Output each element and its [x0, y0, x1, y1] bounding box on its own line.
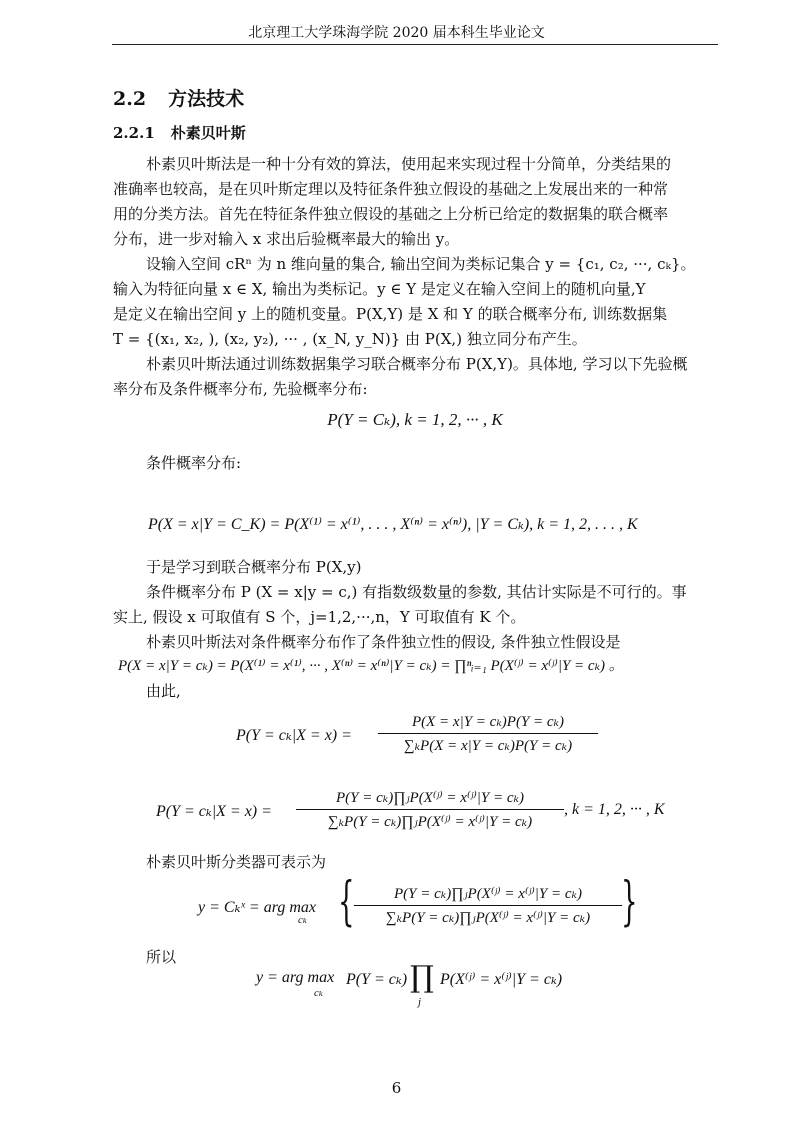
cls-denominator: ∑ₖP(Y = cₖ)∏ⱼP(X⁽ʲ⁾ = x⁽ʲ⁾|Y = cₖ)	[385, 910, 591, 926]
p2-line-1: 设输入空间 cRⁿ 为 n 维向量的集合, 输出空间为类标记集合 y = {c₁, c₂, ···, cₖ}。	[146, 255, 696, 273]
cls-right-brace: }	[621, 872, 638, 932]
cls-numerator: P(Y = cₖ)∏ⱼP(X⁽ʲ⁾ = x⁽ʲ⁾|Y = cₖ)	[393, 886, 583, 902]
joint-line: 于是学习到联合概率分布 P(X,y)	[146, 558, 362, 576]
final-prior: P(Y = cₖ)	[346, 971, 408, 988]
cls-left-brace: {	[338, 872, 355, 932]
p3-line-2: 率分布及条件概率分布, 先验概率分布:	[113, 380, 368, 398]
header-rule	[112, 44, 718, 45]
final-lhs: y = arg max	[256, 969, 335, 986]
p5-line-2: P(X = x|Y = cₖ) = P(X⁽¹⁾ = x⁽¹⁾, ··· , X⁽ⁿ⁾ = x⁽ⁿ⁾|Y = cₖ) = ∏ⁿᵢ₌₁ P(X⁽ʲ⁾ = x⁽ʲ⁾|Y = cₖ) 。	[118, 658, 624, 674]
final-product-symbol: ∏	[410, 960, 434, 995]
cls-fraction-bar	[354, 905, 622, 906]
conditional-label: 条件概率分布:	[146, 454, 242, 472]
bayes-lhs: P(Y = cₖ|X = x) =	[236, 727, 352, 744]
cls-lhs: y = Cₖˣ = arg max	[198, 899, 317, 916]
nb-fraction-bar	[296, 809, 564, 810]
nb-tail: , k = 1, 2, ··· , K	[564, 801, 665, 818]
cls-argmax-sub: cₖ	[298, 914, 307, 926]
so-label: 所以	[146, 948, 177, 966]
p5-line-1: 朴素贝叶斯法对条件概率分布作了条件独立性的假设, 条件独立性假设是	[146, 633, 621, 651]
nb-numerator: P(Y = cₖ)∏ⱼP(X⁽ʲ⁾ = x⁽ʲ⁾|Y = cₖ)	[335, 790, 525, 806]
p4-line-2: 实上, 假设 x 可取值有 S 个，j=1,2,···,n，Y 可取值有 K 个。	[113, 608, 526, 626]
p5-line-3: 由此,	[146, 682, 181, 700]
subsection-number: 2.2.1	[113, 124, 155, 142]
final-product-sub: j	[418, 996, 422, 1008]
p1-line-3: 用的分类方法。首先在特征条件独立假设的基础之上分析已给定的数据集的联合概率	[113, 205, 669, 223]
p1-line-1: 朴素贝叶斯法是一种十分有效的算法，使用起来实现过程十分简单，分类结果的	[146, 155, 672, 173]
equation-conditional: P(X = x|Y = C_K) = P(X⁽¹⁾ = x⁽¹⁾, . . . , X⁽ⁿ⁾ = x⁽ⁿ⁾), |Y = Cₖ), k = 1, 2, . . . , K	[148, 516, 638, 533]
final-rhs: P(X⁽ʲ⁾ = x⁽ʲ⁾|Y = cₖ)	[440, 971, 563, 988]
p1-line-2: 准确率也较高，是在贝叶斯定理以及特征条件独立假设的基础之上发展出来的一种常	[113, 180, 669, 198]
section-title: 方法技术	[168, 88, 245, 110]
final-argmax-sub: cₖ	[314, 987, 323, 999]
section-number: 2.2	[113, 88, 147, 110]
equation-prior: P(Y = Cₖ), k = 1, 2, ··· , K	[327, 410, 503, 429]
p2-line-2: 输入为特征向量 x ∈ X, 输出为类标记。y ∈ Y 是定义在输入空间上的随机向量,Y	[113, 280, 646, 298]
classifier-label: 朴素贝叶斯分类器可表示为	[146, 853, 327, 871]
p3-line-1: 朴素贝叶斯法通过训练数据集学习联合概率分布 P(X,Y)。具体地, 学习以下先验概	[146, 355, 688, 373]
bayes-fraction-bar	[378, 733, 598, 734]
running-header: 北京理工大学珠海学院 2020 届本科生毕业论文	[248, 25, 545, 41]
p2-line-3: 是定义在输出空间 y 上的随机变量。P(X,Y) 是 X 和 Y 的联合概率分布, 训练数据集	[113, 305, 668, 323]
p2-line-4: T = {(x₁, x₂, ), (x₂, y₂), ··· , (x_N, y_N)} 由 P(X,) 独立同分布产生。	[113, 330, 587, 348]
bayes-denominator: ∑ₖP(X = x|Y = cₖ)P(Y = cₖ)	[403, 738, 573, 754]
section-heading	[113, 84, 244, 111]
nb-denominator: ∑ₖP(Y = cₖ)∏ⱼP(X⁽ʲ⁾ = x⁽ʲ⁾|Y = cₖ)	[327, 814, 533, 830]
p4-line-1: 条件概率分布 P (X = x|y = c,) 有指数级数量的参数, 其估计实际是不可行的。事	[146, 583, 687, 601]
page-number: 6	[391, 1079, 402, 1097]
subsection-title: 朴素贝叶斯	[170, 124, 246, 142]
nb-lhs: P(Y = cₖ|X = x) =	[156, 803, 272, 820]
p1-line-4: 分布，进一步对输入 x 求出后验概率最大的输出 y。	[113, 230, 460, 248]
bayes-numerator: P(X = x|Y = cₖ)P(Y = cₖ)	[411, 714, 565, 730]
subsection-heading	[113, 122, 246, 143]
